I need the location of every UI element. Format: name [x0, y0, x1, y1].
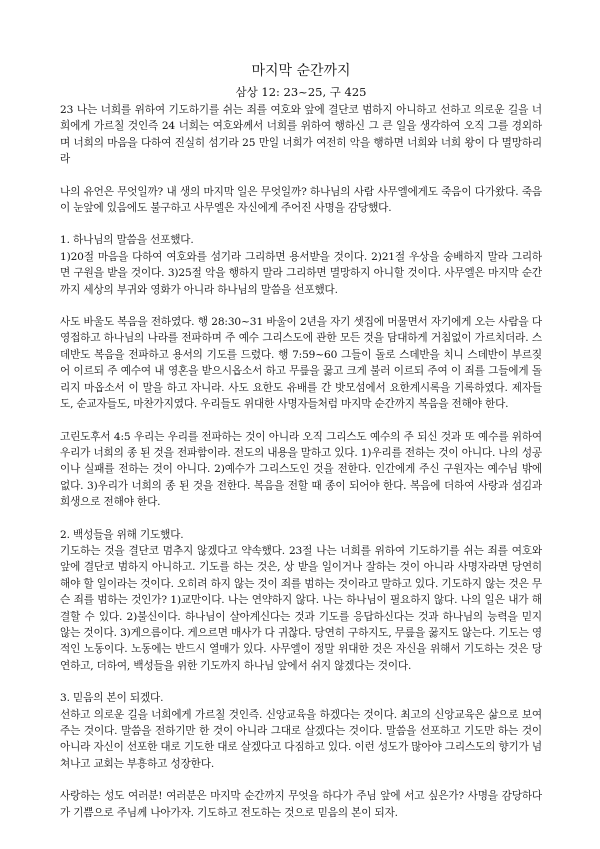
- section-3-paragraph: 3. 믿음의 본이 되겠다. 선하고 의로운 길을 너희에게 가르칠 것인즉. 신앙교육을 하겠다는 것이다. 최고의 신앙교육은 삶으로 보여주는 것이다. 말씀을 전하기만 한 것이 아니라 그대로 살겠다는 것이다. 말씀을 선포하고 기도만 하는 것이 아니라 자신이 선포한 대로 기도한 대로 살겠다고 다짐하고 있다. 이런 성도가 많아야 그리스도의 향기가 넘쳐나고 교회는 부흥하고 성장한다.: [60, 692, 542, 770]
- apostles-paragraph: 사도 바울도 복음을 전하였다. 행 28:30~31 바울이 2년을 자기 셋집에 머물면서 자기에게 오는 사람을 다 영접하고 하나님의 나라를 전파하며 주 예수 그리스도에 관한 모든 것을 담대하게 거침없이 가르치더라. 스데반도 복음을 전파하고 용서의 기도를 드렸다. 행 7:59~60 그들이 돌로 스데반을 치니 스데반이 부르짖어 이르되 주 예수여 내 영혼을 받으시옵소서 하고 무릎을 꿇고 크게 불러 이르되 주여 이 죄를 그들에게 돌리지 마옵소서 이 말을 하고 자니라. 사도 요한도 유배를 간 밧모섬에서 요한계시록을 기록하였다. 제자들도, 순교자들도, 마찬가지였다. 우리들도 위대한 사명자들처럼 마지막 순간까지 복음을 전해야 한다.: [60, 316, 546, 411]
- corinthians-paragraph: 고린도후서 4:5 우리는 우리를 전파하는 것이 아니라 오직 그리스도 예수의 주 되신 것과 또 예수를 위하여 우리가 너희의 종 된 것을 전파함이라. 전도의 내용을 말하고 있다. 1)우리를 전하는 것이 아니다. 나의 성공이나 실패를 전하는 것이 아니다. 2)예수가 그리스도인 것을 전한다. 인간에게 주신 구원자는 예수님 밖에 없다. 3)우리가 너희의 종 된 것을 전한다. 복음을 전할 때 종이 되어야 한다. 복음에 더하여 사랑과 섬김과 희생으로 전해야 한다.: [60, 430, 546, 509]
- scripture-text: 23 나는 너희를 위하여 기도하기를 쉬는 죄를 여호와 앞에 결단코 범하지 아니하고 선하고 의로운 길을 너희에게 가르칠 것인즉 24 너희는 여호와께서 너희를 위하여 행하신 그 큰 일을 생각하여 오직 그를 경외하며 너희의 마음을 다하여 진실히 섬기라 25 만일 너희가 여전히 악을 행하면 너희와 너희 왕이 다 멸망하리라: [60, 104, 542, 166]
- page-title: 마지막 순간까지: [251, 63, 351, 79]
- scripture-reference: 삼상 12: 23~25, 구 425: [235, 85, 367, 99]
- intro-paragraph: 나의 유언은 무엇일까? 내 생의 마지막 일은 무엇일까? 하나님의 사람 사무엘에게도 죽음이 다가왔다. 죽음이 눈앞에 있음에도 불구하고 사무엘은 자신에게 주어진 사명을 감당했다.: [60, 185, 542, 215]
- section-1-paragraph: 1. 하나님의 말씀을 선포했다. 1)20절 마음을 다하여 여호와를 섬기라 그리하면 용서받을 것이다. 2)21절 우상을 숭배하지 말라 그리하면 구원을 받을 것이다. 3)25절 악을 행하지 말라 그리하면 멸망하지 아니할 것이다. 사무엘은 마지막 순간까지 세상의 부귀와 영화가 아니라 하나님의 말씀을 선포했다.: [60, 234, 542, 296]
- closing-paragraph: 사랑하는 성도 여러분! 여러분은 마지막 순간까지 무엇을 하다가 주님 앞에 서고 싶은가? 사명을 감당하다가 기쁨으로 주님께 나아가자. 기도하고 전도하는 것으로 믿음의 본이 되자.: [60, 790, 542, 819]
- section-2-paragraph: 2. 백성들을 위해 기도했다. 기도하는 것을 결단코 멈추지 않겠다고 약속했다. 23절 나는 너희를 위하여 기도하기를 쉬는 죄를 여호와 앞에 결단코 범하지 아니하고. 기도를 하는 것은, 상 받을 일이거나 잘하는 것이 아니라 사명자라면 당연히 해야 할 일이라는 것이다. 오히려 하지 않는 것이 죄를 범하는 것이라고 말하고 있다. 기도하지 않는 것은 무슨 죄를 범하는 것인가? 1)교만이다. 나는 연약하지 않다. 나는 하나님이 필요하지 않다. 나의 일은 내가 해결할 수 있다. 2)불신이다. 하나님이 살아계신다는 것과 기도를 응답하신다는 것과 하나님의 능력을 믿지 않는 것이다. 3)게으름이다. 게으르면 매사가 다 귀찮다. 당연히 구하지도, 무릎을 꿇지도 않는다. 기도는 영적인 노동이다. 노동에는 반드시 열매가 있다. 사무엘이 정말 위대한 것은 자신을 위해서 기도하는 것은 당연하고, 더하여, 백성들을 위한 기도까지 하나님 앞에서 쉬지 않겠다는 것이다.: [60, 528, 542, 672]
